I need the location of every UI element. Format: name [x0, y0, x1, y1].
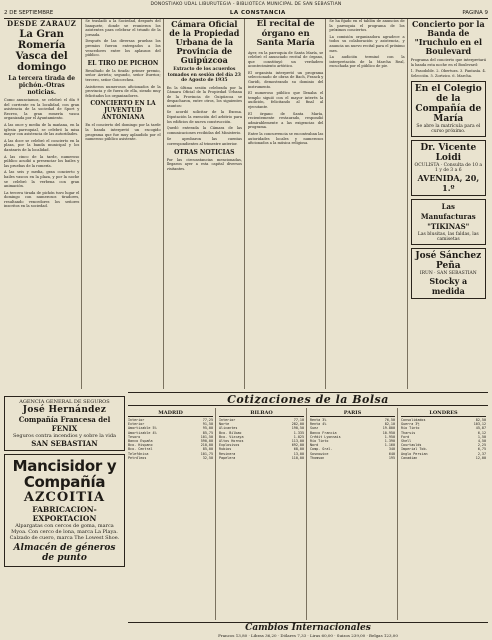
- security-price: 6,12: [477, 430, 486, 435]
- ad-text: OCULISTA · Consulta de 10 a 1 y de 3 a 6: [414, 163, 483, 174]
- security-price: 103,12: [473, 422, 486, 427]
- quote-row: [401, 456, 486, 460]
- mancisidor-ad: [4, 454, 125, 567]
- security-name: Guerra 3½: [401, 422, 420, 427]
- article-paragraph: Se ha fijado en el tablón de anuncios de la parroquia el programa de los próximos conciertos.: [329, 19, 405, 33]
- ad-footer: Almacén de géneros de punto: [13, 543, 116, 563]
- clothing-ad: [411, 199, 486, 245]
- article-paragraph: El organista interpretó un programa seleccionado de obras de Bach, Franck y Guridi, demostrando su dominio del instrumento.: [247, 70, 324, 89]
- security-price: 82,10: [384, 422, 395, 427]
- section-subhead: CONCIERTO EN LA JUVENTUD ANTONIANA: [90, 100, 156, 122]
- security-name: Bco. Bilbao: [219, 430, 242, 435]
- exchange-rates: [128, 622, 488, 638]
- security-name: Bco. Hispano: [128, 443, 153, 448]
- article-paragraph: Se aprobaron las cuentas correspondientes al trimestre anterior.: [166, 137, 242, 147]
- security-price: 10.950: [382, 430, 395, 435]
- security-price: 82,50: [475, 418, 486, 422]
- article-paragraph: En la última sesión celebrada por la Cámara Oficial de la Propiedad Urbana de la Provincia de Guipúzcoa se despacharon, entre otros, los siguientes asuntos:: [166, 85, 242, 108]
- security-price: 91,50: [202, 422, 213, 427]
- security-price: 1.950: [384, 434, 395, 439]
- security-price: 19.800: [382, 426, 395, 431]
- security-price: 77,10: [293, 418, 304, 422]
- quote-row: [128, 456, 213, 460]
- market-name: MADRID: [128, 410, 213, 417]
- page-number: PAGINA 9: [462, 9, 488, 16]
- column-6: [411, 19, 488, 389]
- security-price: 77,25: [202, 418, 213, 422]
- quotes-column: [128, 408, 216, 620]
- ad-company: Compañía Francesa del FENIX: [18, 415, 111, 433]
- security-price: 1.335: [293, 430, 304, 435]
- tailor-ad: [411, 248, 486, 299]
- section-subhead: OTRAS NOTICIAS: [174, 148, 235, 156]
- article-paragraph: Se acordó solicitar de la Excma. Diputación la exención del arbitrio para los edificios de nueva construcción.: [166, 110, 242, 124]
- security-name: Renta 4%: [310, 422, 327, 427]
- article-paragraph: El órgano de Santa María, recientemente restaurado, respondió admirablemente a las exigencias del programa.: [247, 111, 324, 130]
- security-name: Explosivos: [219, 443, 240, 448]
- security-price: 210,00: [200, 443, 213, 448]
- quote-row: [310, 456, 395, 460]
- security-price: 13,00: [293, 451, 304, 456]
- article-paragraph: La tercera tirada de pichón tuvo lugar el domingo con numerosos tiradores, resultando vencedores los señores inscritos en la sociedad.: [4, 190, 80, 209]
- article-paragraph: A las seis y media, gran concierto y bailes vascos en la plaza, y por la noche se celebró la verbena con gran animación.: [4, 170, 80, 189]
- security-name: Resinera: [219, 451, 236, 456]
- security-name: Altos Hornos: [219, 439, 244, 444]
- security-price: 2,25: [477, 443, 486, 448]
- security-price: 195: [388, 455, 395, 460]
- security-price: 101,50: [200, 434, 213, 439]
- security-price: 32,50: [202, 455, 213, 460]
- column-4: [248, 19, 326, 389]
- article-paragraph: La audición terminó con la interpretación de la Marcha Real, escuchada por el público de pie.: [329, 55, 405, 69]
- security-price: 692,00: [291, 443, 304, 448]
- security-name: Shell: [401, 439, 412, 444]
- security-name: Bco. Vizcaya: [219, 434, 244, 439]
- security-price: 12,00: [475, 455, 486, 460]
- stock-quotes: [128, 408, 488, 620]
- quote-row: [219, 456, 304, 460]
- security-name: Telefónica: [128, 451, 149, 456]
- ad-line: AGENCIA GENERAL DE SEGUROS: [19, 399, 110, 405]
- security-price: 113,00: [291, 439, 304, 444]
- school-ad: [411, 81, 486, 137]
- article-paragraph: Por las circunstancias mencionadas, llegaron ayer a esta capital diversos visitantes.: [166, 157, 242, 171]
- article-paragraph: 1. Pasodoble. 2. Obertura. 3. Fantasía. 4. Selección. 5. Zortzico. 6. Marcha.: [410, 69, 486, 78]
- quotes-column: [219, 408, 307, 620]
- security-name: Rubios: [219, 447, 232, 452]
- ad-heading: En el Colegio de la Compañía de María: [414, 84, 482, 125]
- security-price: 2,37: [477, 451, 486, 456]
- market-name: BILBAO: [219, 410, 304, 417]
- article-paragraph: A las once y media de la mañana, en la iglesia parroquial, se celebró la misa mayor con asistencia de las autoridades.: [4, 122, 80, 137]
- security-name: Banco España: [128, 439, 153, 444]
- security-price: 85,75: [202, 430, 213, 435]
- column-3: [167, 19, 245, 389]
- quotes-column: [401, 408, 488, 620]
- security-name: Tharsis: [401, 430, 416, 435]
- security-price: 340: [388, 447, 395, 452]
- security-price: 640: [388, 451, 395, 456]
- security-name: Bco. Central: [128, 447, 153, 452]
- ad-city: SAN SEBASTIAN: [31, 439, 98, 448]
- newspaper-title: LA CONSTANCIA: [229, 9, 286, 16]
- article-headline: Cámara Oficial de la Propiedad Urbana de la Provincia de Guipúzcoa: [169, 19, 240, 65]
- security-name: Comp. Gral.: [310, 447, 333, 452]
- article-columns: [4, 19, 488, 389]
- article-paragraph: Asistieron numerosos aficionados de la provincia y de fuera de ella, siendo muy felicitados los organizadores.: [85, 84, 161, 98]
- security-price: 1,50: [477, 434, 486, 439]
- article-subhead: Extracto de los acuerdos tomados en sesión del día 23 de Agosto de 1935: [167, 67, 241, 83]
- security-price: 85,00: [202, 447, 213, 452]
- security-name: Exterior: [128, 422, 145, 427]
- article-paragraph: Después de las diversas pruebas los premios fueron entregados a los vencedores entre los aplausos del público.: [85, 39, 161, 58]
- security-name: Thomson: [310, 455, 325, 460]
- security-price: 190,50: [291, 426, 304, 431]
- page-date: 2 DE SEPTIEMBRE: [4, 9, 54, 16]
- ad-brand: Mancisidor y Compañía: [12, 457, 117, 491]
- security-name: Renta 3%: [310, 418, 327, 422]
- security-price: 1.390: [384, 439, 395, 444]
- rates-line: Francos 13,80 · Libras 36,20 · Dólares 7,33 · Liras 60,00 · Suizos 239,00 · Belgas 123,00: [218, 633, 398, 638]
- article-headline: El recital de órgano en Santa María: [256, 19, 315, 48]
- security-name: Petróleos: [128, 455, 147, 460]
- security-price: 282,00: [291, 422, 304, 427]
- article-paragraph: Como anunciamos, se celebró el día 9 del corriente en la localidad, con gran asistencia de la sociedad de Sport y Recreo, la gran romería vasca organizada por el Ayuntamiento.: [4, 98, 80, 121]
- security-price: 95,00: [202, 426, 213, 431]
- security-name: Amortizable 5%: [128, 426, 157, 431]
- stock-section-header: [128, 392, 488, 406]
- article-paragraph: Quedó enterada la Cámara de las comunicaciones recibidas del Ministerio.: [166, 126, 242, 135]
- security-name: Interior: [219, 418, 236, 422]
- ad-heading: Las Manufacturas "TIKINAS": [420, 202, 476, 232]
- security-name: Ford: [401, 434, 410, 439]
- security-name: Amortizable 4%: [128, 430, 157, 435]
- article-paragraph: A las doce se celebró el concierto en la plaza, por la banda municipal y los dantzaris de la localidad.: [4, 138, 80, 152]
- article-kicker: DESDE ZARAUZ: [7, 19, 77, 28]
- security-price: 101,75: [200, 451, 213, 456]
- ad-line: Seguros contra incendios y sobre la vida: [12, 433, 117, 439]
- security-name: Nord: [310, 443, 319, 448]
- market-name: PARIS: [310, 410, 395, 417]
- market-name: LONDRES: [401, 410, 486, 417]
- security-price: 6,75: [477, 447, 486, 452]
- security-price: 1.025: [293, 434, 304, 439]
- security-name: Anglo Persian: [401, 451, 428, 456]
- security-price: 110,00: [291, 455, 304, 460]
- security-name: Banco Francia: [310, 430, 337, 435]
- masthead: [4, 8, 488, 19]
- article-paragraph: El numeroso público que llenaba el templo siguió con el mayor interés la audición, felicitando al final al ejecutante.: [247, 91, 324, 110]
- security-name: Suez: [310, 426, 319, 431]
- quotes-column: [310, 408, 398, 620]
- security-price: 590,00: [200, 439, 213, 444]
- security-name: Río Tinto: [401, 426, 420, 431]
- security-price: 68,00: [293, 447, 304, 452]
- ad-tagline: FABRICACION-EXPORTACION: [32, 505, 97, 523]
- article-paragraph: A las cinco de la tarde, numeroso público acudió a presenciar los bailes y las pruebas de la romería.: [4, 154, 80, 168]
- ad-city: AZCOITIA: [23, 490, 106, 505]
- column-2: [85, 19, 163, 389]
- article-subhead: La tercera tirada de pichón.-Otras noticias.: [8, 75, 76, 96]
- ad-text: Se abre la matrícula para el curso próximo.: [416, 124, 481, 135]
- column-5: [329, 19, 407, 389]
- article-paragraph: En el concierto del domingo por la tarde la banda interpretó un escogido programa que fue muy aplaudido por el numeroso público asistente.: [85, 123, 161, 142]
- ad-text: Las blusitas, las faldas, las camisetas: [417, 232, 479, 243]
- article-paragraph: Ayer, en la parroquia de Santa María, se celebró el anunciado recital de órgano, que constituyó un verdadero acontecimiento artístico.: [247, 50, 324, 69]
- left-advertisements: [4, 392, 125, 620]
- article-paragraph: Programa del concierto que interpretará la banda esta noche en el Boulevard:: [410, 58, 486, 67]
- section-subhead: EL TIRO DE PICHON: [87, 59, 159, 67]
- article-paragraph: Se trasladó a la Sociedad, después del banquete, donde se reunieron los asistentes para celebrar el triunfo de la jornada.: [85, 19, 161, 37]
- article-headline: La Gran Romería Vasca del domingo: [15, 29, 68, 73]
- security-name: Norte: [219, 422, 230, 427]
- security-name: Consolidados: [401, 418, 426, 422]
- article-paragraph: Resultado de la tirada: primer premio, señor Arrieta; segundo, señor Iturrioz; tercero, señor Goicoechea.: [85, 68, 161, 82]
- security-name: Río Tinto: [310, 439, 329, 444]
- security-price: 1.160: [384, 443, 395, 448]
- article-headline: Concierto por la Banda de "Iruchulo en el Boulevard: [411, 19, 485, 56]
- library-header: DONOSTIAKO UDAL LIBURUTEGIA - BIBLIOTECA MUNICIPAL DE SAN SEBASTIAN: [150, 2, 342, 7]
- article-paragraph: La comisión organizadora agradece a todos su colaboración y asistencia, y anuncia un nuevo recital para el próximo mes.: [329, 34, 405, 53]
- ad-text: Alpargatas con cercos de goma, marca Myoa. Con cerco de lona, marca La Playa. Calzado de cuero, marca The Lowest Shoe.: [9, 523, 120, 541]
- column-1: [4, 19, 82, 389]
- ad-slogan: Stocky a medida: [429, 276, 468, 297]
- security-price: 76,50: [384, 418, 395, 422]
- ad-heading: José Sánchez Peña: [415, 251, 482, 272]
- section-title: Cotizaciones de la Bolsa: [227, 393, 389, 406]
- security-name: Crédit Lyonnais: [310, 434, 341, 439]
- section-title: Cambios Internacionales: [245, 623, 371, 633]
- article-paragraph: Entre la concurrencia se encontraban las autoridades locales y numerosos aficionados a la música religiosa.: [247, 132, 324, 146]
- doctor-ad: [411, 140, 486, 196]
- security-name: Courtaulds: [401, 443, 422, 448]
- ad-agent: José Hernández: [22, 405, 107, 415]
- security-name: Alicantes: [219, 426, 238, 431]
- ad-heading: Dr. Vicente Loidi: [420, 143, 477, 164]
- security-name: Imperial Tob.: [401, 447, 428, 452]
- security-name: Papelera: [219, 455, 236, 460]
- ad-text: IRUN · SAN SEBASTIAN: [419, 271, 477, 277]
- insurance-ad: [4, 396, 125, 451]
- ad-address: AVENIDA, 20, 1.º: [417, 173, 480, 194]
- security-name: Sosnowice: [310, 451, 329, 456]
- security-name: Canadian: [401, 455, 418, 460]
- security-name: Interior: [128, 418, 145, 422]
- security-price: 4,50: [477, 439, 486, 444]
- security-name: Tesoro: [128, 434, 141, 439]
- security-price: 45,87: [475, 426, 486, 431]
